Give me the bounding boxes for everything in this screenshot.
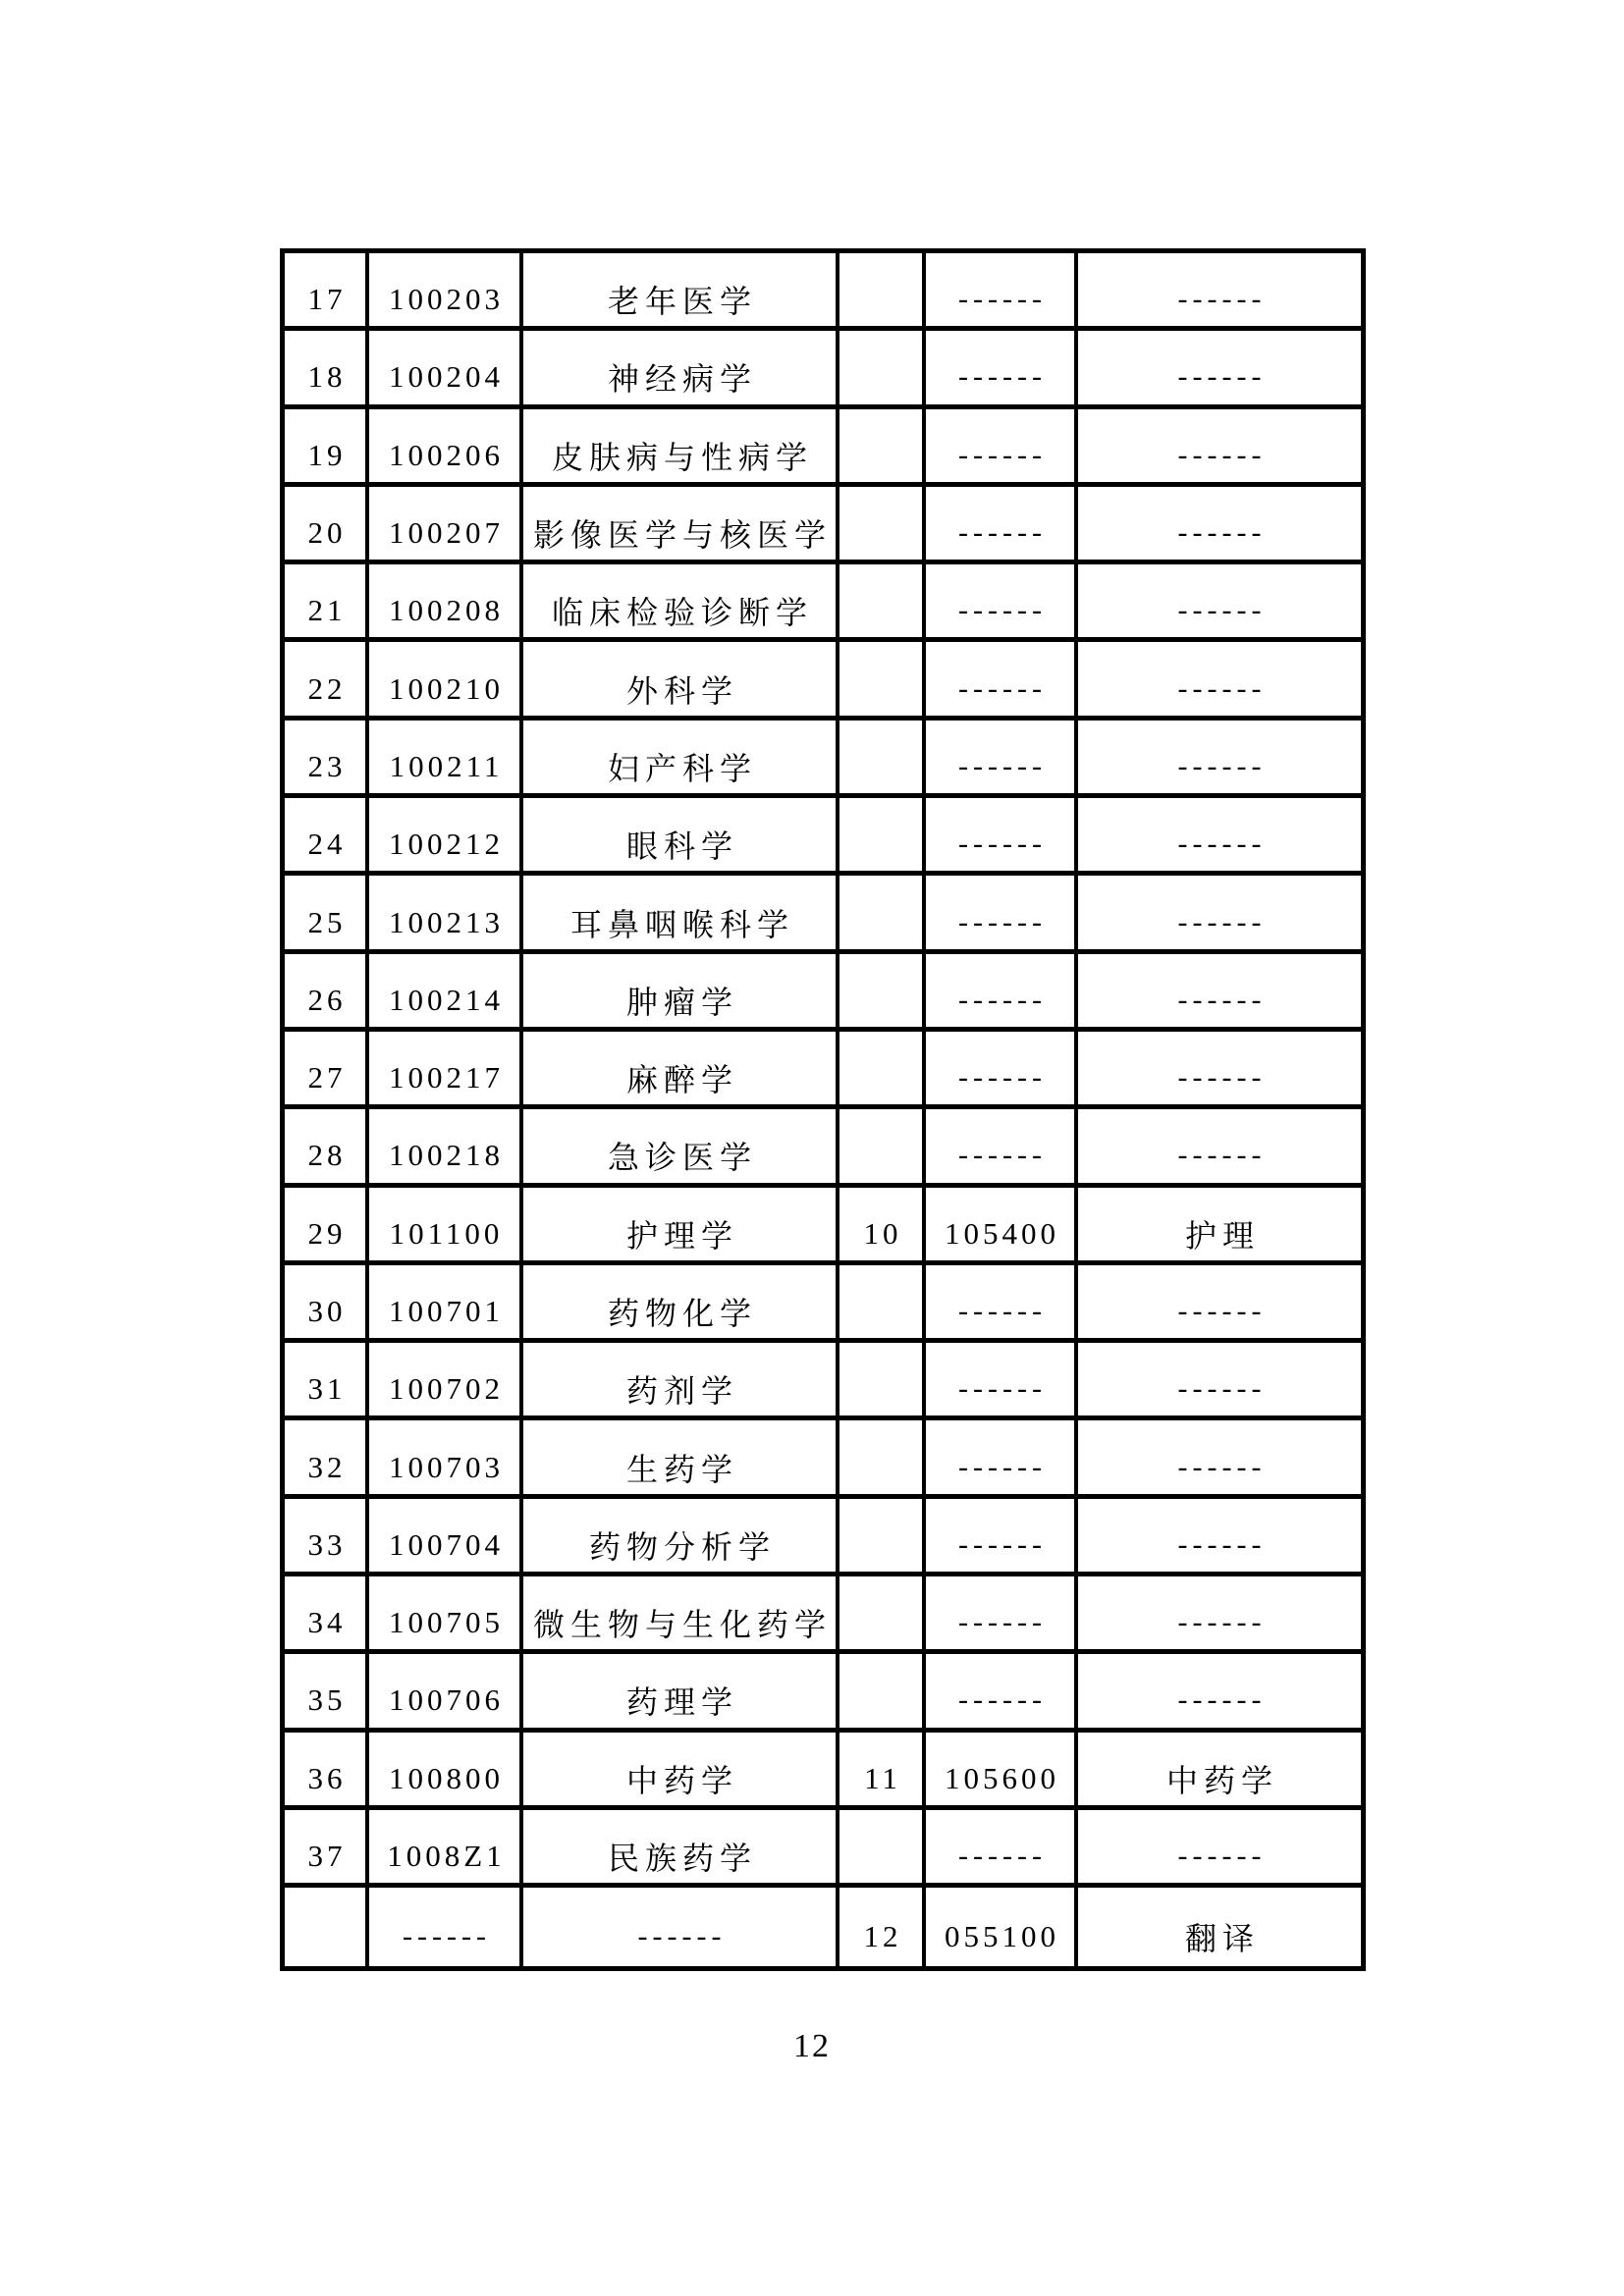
cell-left-code: 100702 <box>369 1343 523 1420</box>
cell-right-name: ------ <box>1078 642 1361 720</box>
cell-right-code: ------ <box>926 1420 1078 1498</box>
cell-left-seq: 37 <box>285 1810 369 1888</box>
cell-right-name: ------ <box>1078 1810 1361 1888</box>
cell-right-seq <box>839 331 926 408</box>
cell-left-code: 100210 <box>369 642 523 720</box>
cell-left-seq: 31 <box>285 1343 369 1420</box>
cell-left-code: 100703 <box>369 1420 523 1498</box>
cell-left-name: ------ <box>523 1888 839 1965</box>
cell-left-name: 老年医学 <box>523 253 839 331</box>
cell-right-seq <box>839 487 926 564</box>
cell-left-name: 肿瘤学 <box>523 954 839 1032</box>
cell-left-name: 眼科学 <box>523 798 839 876</box>
cell-left-seq: 29 <box>285 1188 369 1265</box>
cell-right-code: 105600 <box>926 1733 1078 1810</box>
cell-left-seq: 26 <box>285 954 369 1032</box>
cell-left-name: 药理学 <box>523 1654 839 1732</box>
cell-left-name: 中药学 <box>523 1733 839 1810</box>
cell-left-seq: 20 <box>285 487 369 564</box>
cell-left-code: 100207 <box>369 487 523 564</box>
cell-right-code: ------ <box>926 1032 1078 1109</box>
cell-left-name: 麻醉学 <box>523 1032 839 1109</box>
cell-right-name: ------ <box>1078 954 1361 1032</box>
cell-left-name: 微生物与生化药学 <box>523 1576 839 1654</box>
cell-right-seq <box>839 954 926 1032</box>
cell-left-code: 100706 <box>369 1654 523 1732</box>
cell-right-name: 护理 <box>1078 1188 1361 1265</box>
cell-right-seq <box>839 1343 926 1420</box>
cell-right-code: ------ <box>926 487 1078 564</box>
cell-left-seq: 33 <box>285 1499 369 1576</box>
cell-left-seq: 24 <box>285 798 369 876</box>
cell-right-code: 105400 <box>926 1188 1078 1265</box>
cell-right-name: ------ <box>1078 1654 1361 1732</box>
cell-left-seq: 21 <box>285 564 369 642</box>
cell-left-code: 100705 <box>369 1576 523 1654</box>
cell-left-seq: 27 <box>285 1032 369 1109</box>
cell-right-seq <box>839 876 926 953</box>
cell-left-seq: 19 <box>285 409 369 487</box>
cell-left-code: 100211 <box>369 721 523 798</box>
cell-left-code: 100218 <box>369 1109 523 1187</box>
cell-left-code: 100704 <box>369 1499 523 1576</box>
cell-right-seq <box>839 1032 926 1109</box>
cell-left-name: 药物分析学 <box>523 1499 839 1576</box>
cell-left-name: 神经病学 <box>523 331 839 408</box>
cell-right-name: ------ <box>1078 1576 1361 1654</box>
cell-left-name: 护理学 <box>523 1188 839 1265</box>
cell-right-code: ------ <box>926 253 1078 331</box>
cell-left-code: 100701 <box>369 1265 523 1343</box>
cell-right-seq <box>839 1420 926 1498</box>
cell-left-code: 100206 <box>369 409 523 487</box>
cell-right-code: ------ <box>926 721 1078 798</box>
cell-left-seq: 23 <box>285 721 369 798</box>
cell-right-name: ------ <box>1078 253 1361 331</box>
cell-left-code: 101100 <box>369 1188 523 1265</box>
cell-left-name: 民族药学 <box>523 1810 839 1888</box>
cell-left-code: 100203 <box>369 253 523 331</box>
cell-left-code: 100208 <box>369 564 523 642</box>
cell-right-code: ------ <box>926 1343 1078 1420</box>
cell-left-seq: 36 <box>285 1733 369 1810</box>
cell-right-code: ------ <box>926 1654 1078 1732</box>
cell-left-seq <box>285 1888 369 1965</box>
cell-left-name: 影像医学与核医学 <box>523 487 839 564</box>
cell-right-code: ------ <box>926 954 1078 1032</box>
cell-left-seq: 30 <box>285 1265 369 1343</box>
cell-right-seq: 11 <box>839 1733 926 1810</box>
cell-left-code: 1008Z1 <box>369 1810 523 1888</box>
cell-left-name: 药物化学 <box>523 1265 839 1343</box>
page-number: 12 <box>793 2028 831 2064</box>
cell-left-code: ------ <box>369 1888 523 1965</box>
cell-right-name: ------ <box>1078 487 1361 564</box>
cell-left-code: 100217 <box>369 1032 523 1109</box>
cell-right-seq <box>839 1810 926 1888</box>
cell-right-seq <box>839 409 926 487</box>
cell-right-code: ------ <box>926 876 1078 953</box>
cell-left-seq: 25 <box>285 876 369 953</box>
cell-right-code: ------ <box>926 1265 1078 1343</box>
cell-right-name: ------ <box>1078 1109 1361 1187</box>
cell-right-code: ------ <box>926 409 1078 487</box>
cell-left-code: 100800 <box>369 1733 523 1810</box>
cell-left-name: 药剂学 <box>523 1343 839 1420</box>
cell-left-code: 100214 <box>369 954 523 1032</box>
cell-right-seq <box>839 1576 926 1654</box>
cell-right-name: ------ <box>1078 1265 1361 1343</box>
cell-left-code: 100213 <box>369 876 523 953</box>
cell-right-name: 中药学 <box>1078 1733 1361 1810</box>
cell-right-name: ------ <box>1078 1499 1361 1576</box>
cell-right-code: 055100 <box>926 1888 1078 1965</box>
cell-left-code: 100204 <box>369 331 523 408</box>
cell-left-name: 耳鼻咽喉科学 <box>523 876 839 953</box>
cell-left-name: 外科学 <box>523 642 839 720</box>
cell-right-name: ------ <box>1078 331 1361 408</box>
cell-right-code: ------ <box>926 1499 1078 1576</box>
cell-right-seq <box>839 1109 926 1187</box>
cell-right-code: ------ <box>926 798 1078 876</box>
cell-left-code: 100212 <box>369 798 523 876</box>
cell-right-name: ------ <box>1078 798 1361 876</box>
cell-right-name: 翻译 <box>1184 1920 1260 1956</box>
cell-right-name: ------ <box>1078 1032 1361 1109</box>
cell-right-name: ------ <box>1078 564 1361 642</box>
cell-right-name: ------ <box>1078 1343 1361 1420</box>
cell-right-seq <box>839 564 926 642</box>
cell-right-seq <box>839 1499 926 1576</box>
cell-right-code: ------ <box>926 331 1078 408</box>
cell-right-name: ------ <box>1078 1420 1361 1498</box>
cell-right-seq <box>839 1654 926 1732</box>
cell-right-seq <box>839 798 926 876</box>
cell-right-seq: 10 <box>839 1188 926 1265</box>
cell-left-seq: 18 <box>285 331 369 408</box>
cell-right-code: ------ <box>926 1109 1078 1187</box>
cell-left-seq: 22 <box>285 642 369 720</box>
cell-left-name: 生药学 <box>523 1420 839 1498</box>
cell-right-code: ------ <box>926 1576 1078 1654</box>
cell-right-name: ------ <box>1078 721 1361 798</box>
cell-left-seq: 34 <box>285 1576 369 1654</box>
cell-right-seq: 12 <box>839 1888 926 1965</box>
cell-left-seq: 32 <box>285 1420 369 1498</box>
cell-right-seq <box>839 253 926 331</box>
cell-left-name: 急诊医学 <box>523 1109 839 1187</box>
cell-right-code: ------ <box>926 642 1078 720</box>
cell-right-seq <box>839 721 926 798</box>
cell-left-seq: 17 <box>285 253 369 331</box>
cell-right-name: ------ <box>1078 876 1361 953</box>
cell-right-seq <box>839 1265 926 1343</box>
cell-right-seq <box>839 642 926 720</box>
cell-left-name: 妇产科学 <box>523 721 839 798</box>
cell-right-code: ------ <box>926 564 1078 642</box>
cell-left-seq: 28 <box>285 1109 369 1187</box>
cell-right-code: ------ <box>926 1810 1078 1888</box>
cell-left-name: 临床检验诊断学 <box>523 564 839 642</box>
cell-right-name: ------ <box>1078 409 1361 487</box>
degree-programs-table <box>280 248 1366 1971</box>
cell-left-name: 皮肤病与性病学 <box>523 409 839 487</box>
cell-left-seq: 35 <box>285 1654 369 1732</box>
